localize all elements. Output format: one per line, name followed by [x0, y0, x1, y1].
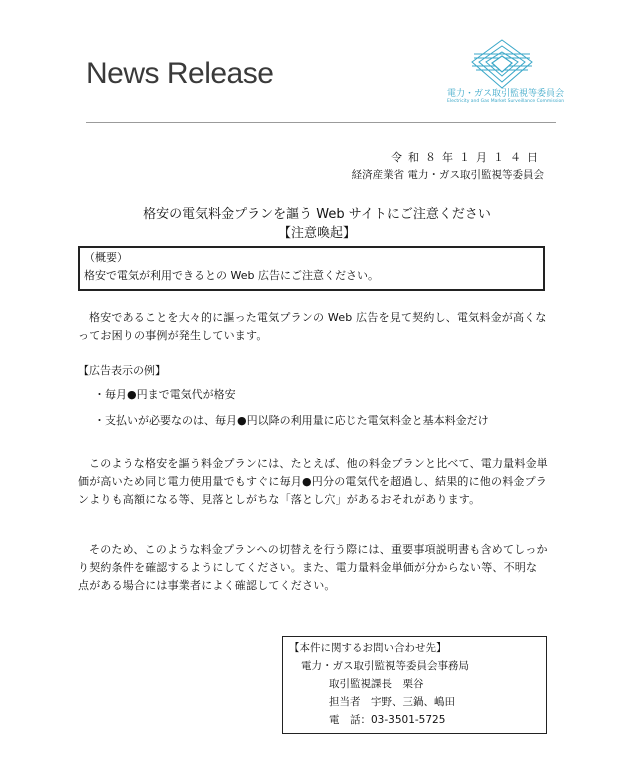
contact-office: 電力・ガス取引監視等委員会事務局	[301, 660, 469, 672]
release-date: 令和８年１月１４日	[391, 151, 544, 164]
intro-paragraph: 格安であることを大々的に謳った電気プランの Web 広告を見て契約し、電気料金が高くなってお困りの事例が発生しています。	[78, 311, 547, 342]
headline-tag: 【注意喚起】	[277, 226, 356, 241]
summary-text: 格安で電気が利用できるとの Web 広告にご注意ください。	[84, 269, 379, 282]
example-item: ・毎月●円まで電気代が格安	[94, 388, 236, 401]
summary-box	[78, 246, 545, 291]
commission-logo-icon	[470, 38, 534, 90]
logo-name-ja: 電力・ガス取引監視等委員会	[447, 89, 565, 99]
contact-section: 取引監視課長 栗谷	[329, 678, 424, 690]
contact-staff: 担当者 宇野、三鍋、嶋田	[329, 696, 455, 708]
summary-label: （概要）	[84, 251, 128, 264]
news-release-title: News Release	[86, 57, 274, 90]
contact-box	[282, 636, 547, 734]
contact-heading: 【本件に関するお問い合わせ先】	[289, 642, 447, 654]
header-divider	[86, 122, 556, 123]
example-item: ・支払いが必要なのは、毎月●円以降の利用量に応じた電気料金と基本料金だけ	[94, 414, 489, 427]
advice-paragraph: そのため、このような料金プランへの切替えを行う際には、重要事項説明書も含めてしっかり契約条件を確認するようにしてください。また、電力量料金単価が分からない等、不明な点がある場合には事業者によく確認してください。	[78, 543, 548, 592]
contact-phone: 電 話：03-3501-5725	[329, 714, 446, 726]
examples-label: 【広告表示の例】	[78, 364, 166, 377]
headline: 格安の電気料金プランを謳う Web サイトにご注意ください	[143, 207, 491, 222]
logo-name-en: Electricity and Gas Market Surveillance Commission	[447, 99, 565, 104]
explanation-paragraph: このような格安を謳う料金プランには、たとえば、他の料金プランと比べて、電力量料金単価が高いため同じ電力使用量でもすぐに毎月●円分の電気代を超過し、結果的に他の料金プランよりも高額になる等、見落としがちな「落とし穴」があるおそれがあります。	[78, 457, 548, 506]
issuer: 経済産業省 電力・ガス取引監視等委員会	[351, 169, 544, 181]
